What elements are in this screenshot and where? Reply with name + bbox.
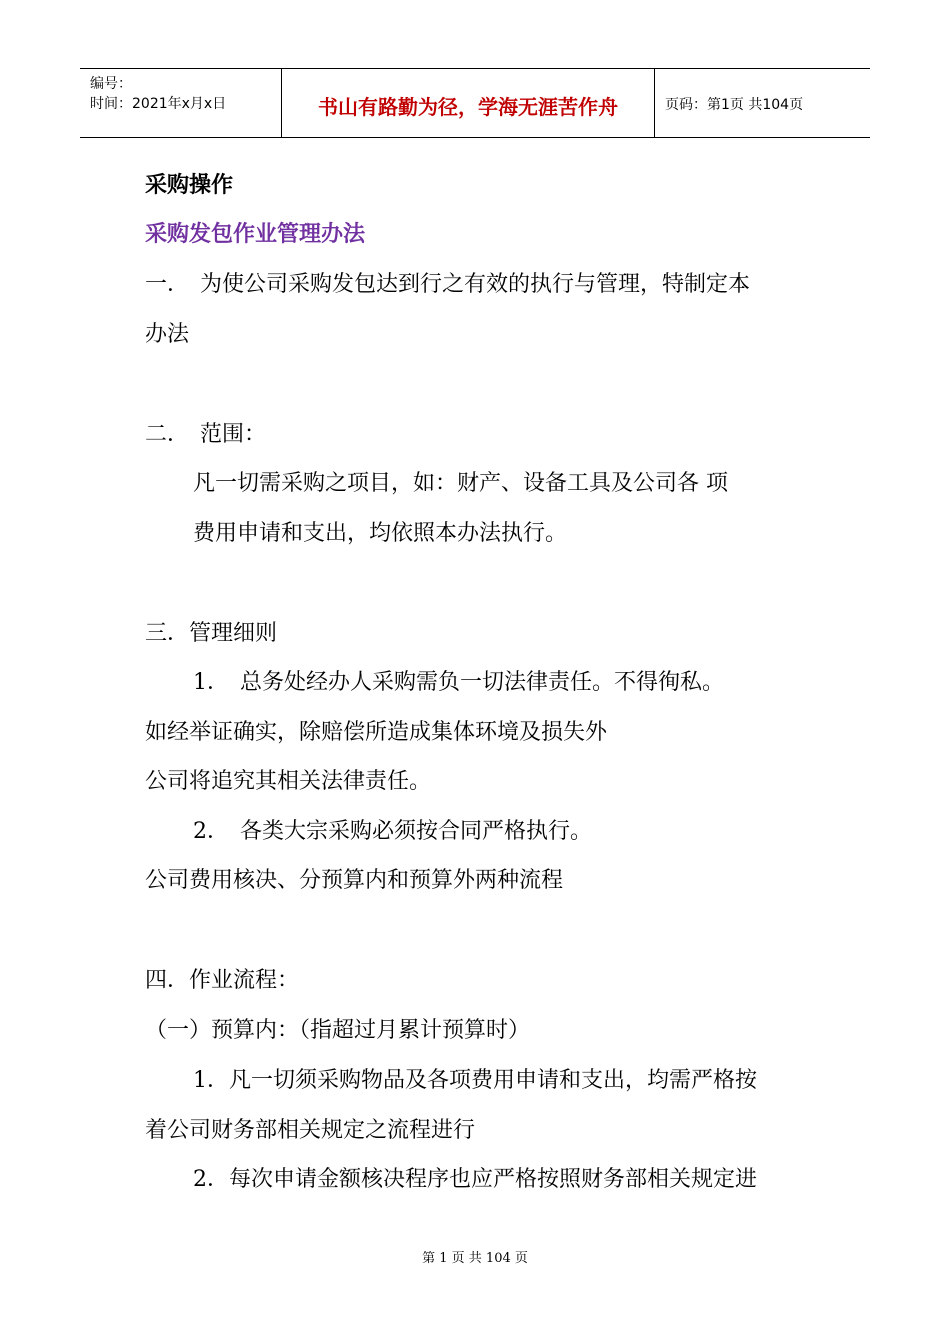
body-line: 如经举证确实，除赔偿所造成集体环境及损失外 <box>145 720 608 745</box>
header-page-code: 页码：第1页 共104页 <box>665 97 804 113</box>
page-footer: 第 1 页 共 104 页 <box>422 1251 528 1266</box>
body-line: 着公司财务部相关规定之流程进行 <box>145 1118 476 1143</box>
body-line: 公司将追究其相关法律责任。 <box>145 769 432 794</box>
body-line: 办法 <box>145 322 190 347</box>
header-motto: 书山有路勤为径，学海无涯苦作舟 <box>318 95 618 119</box>
body-line: 2． 各类大宗采购必须按合同严格执行。 <box>193 819 592 844</box>
header-page-cell <box>655 69 870 137</box>
document-title: 采购发包作业管理办法 <box>145 222 366 247</box>
body-line: 二． 范围： <box>145 422 267 447</box>
header-left-cell <box>80 69 282 137</box>
body-line: 2．每次申请金额核决程序也应严格按照财务部相关规定进 <box>193 1167 757 1192</box>
page-header <box>80 68 870 138</box>
body-line: （一）预算内：（指超过月累计预算时） <box>145 1018 531 1043</box>
header-motto-cell <box>282 69 655 137</box>
body-line: 公司费用核决、分预算内和预算外两种流程 <box>145 868 564 893</box>
body-line: 1． 总务处经办人采购需负一切法律责任。不得徇私。 <box>193 670 724 695</box>
section-title: 采购操作 <box>145 173 234 198</box>
body-line: 三．管理细则 <box>145 621 278 646</box>
body-line: 凡一切需采购之项目，如：财产、设备工具及公司各 项 <box>193 471 728 496</box>
doc-date-label: 时间：2021年x月x日 <box>90 96 227 112</box>
doc-code-label: 编号： <box>90 76 132 92</box>
body-line: 费用申请和支出，均依照本办法执行。 <box>193 521 568 546</box>
body-line: 四．作业流程： <box>145 968 300 993</box>
body-line: 一． 为使公司采购发包达到行之有效的执行与管理，特制定本 <box>145 272 751 297</box>
body-line: 1．凡一切须采购物品及各项费用申请和支出，均需严格按 <box>193 1068 757 1093</box>
